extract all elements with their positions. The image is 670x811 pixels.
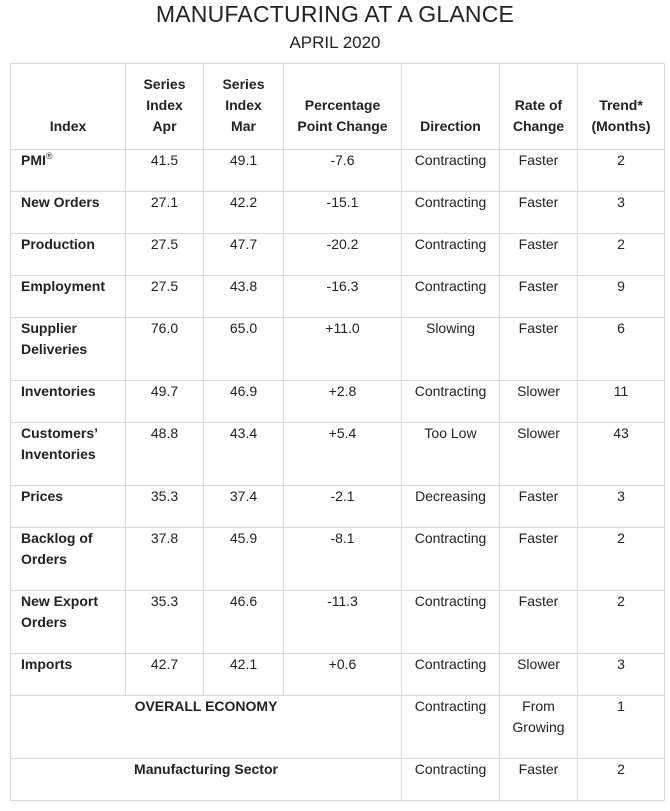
cell-rate-of-change: Slower bbox=[500, 381, 578, 423]
cell-point-change: +2.8 bbox=[284, 381, 402, 423]
cell-series-apr: 41.5 bbox=[126, 150, 204, 192]
cell-series-apr: 37.8 bbox=[126, 528, 204, 591]
cell-series-mar: 47.7 bbox=[204, 234, 284, 276]
cell-series-apr: 27.5 bbox=[126, 276, 204, 318]
cell-series-mar: 65.0 bbox=[204, 318, 284, 381]
cell-series-mar: 42.2 bbox=[204, 192, 284, 234]
cell-trend: 3 bbox=[578, 486, 665, 528]
cell-point-change: +0.6 bbox=[284, 654, 402, 696]
cell-direction: Contracting bbox=[402, 696, 500, 759]
cell-series-apr: 49.7 bbox=[126, 381, 204, 423]
cell-series-mar: 43.8 bbox=[204, 276, 284, 318]
cell-rate-of-change: Faster bbox=[500, 192, 578, 234]
cell-trend: 1 bbox=[578, 696, 665, 759]
cell-series-mar: 49.1 bbox=[204, 150, 284, 192]
cell-point-change: -8.1 bbox=[284, 528, 402, 591]
cell-series-mar: 43.4 bbox=[204, 423, 284, 486]
cell-trend: 43 bbox=[578, 423, 665, 486]
cell-index-name: Prices bbox=[11, 486, 126, 528]
cell-rate-of-change: Slower bbox=[500, 654, 578, 696]
cell-index-name: Customers’ Inventories bbox=[11, 423, 126, 486]
cell-trend: 2 bbox=[578, 759, 665, 801]
table-row-production bbox=[11, 234, 665, 276]
cell-rate-of-change: Faster bbox=[500, 759, 578, 801]
cell-index-name: Imports bbox=[11, 654, 126, 696]
cell-point-change: -2.1 bbox=[284, 486, 402, 528]
cell-series-apr: 76.0 bbox=[126, 318, 204, 381]
cell-index-name: Supplier Deliveries bbox=[11, 318, 126, 381]
header-row bbox=[11, 64, 665, 150]
cell-direction: Too Low bbox=[402, 423, 500, 486]
table-row-supplier-deliveries bbox=[11, 318, 665, 381]
cell-point-change: -16.3 bbox=[284, 276, 402, 318]
table-row-inventories bbox=[11, 381, 665, 423]
cell-trend: 3 bbox=[578, 192, 665, 234]
page-title: MANUFACTURING AT A GLANCE bbox=[155, 1, 515, 27]
cell-series-mar: 37.4 bbox=[204, 486, 284, 528]
cell-series-mar: 42.1 bbox=[204, 654, 284, 696]
cell-direction: Contracting bbox=[402, 150, 500, 192]
cell-point-change: +5.4 bbox=[284, 423, 402, 486]
cell-direction: Contracting bbox=[402, 276, 500, 318]
table-row-employment bbox=[11, 276, 665, 318]
cell-rate-of-change: Faster bbox=[500, 318, 578, 381]
header-rate-of-change: Rate of Change bbox=[500, 64, 578, 150]
cell-trend: 2 bbox=[578, 591, 665, 654]
table-row-new-export-orders bbox=[11, 591, 665, 654]
cell-rate-of-change: From Growing bbox=[500, 696, 578, 759]
cell-summary-name: Manufacturing Sector bbox=[11, 759, 402, 801]
cell-trend: 2 bbox=[578, 528, 665, 591]
table-body bbox=[11, 150, 665, 801]
registered-mark: ® bbox=[45, 151, 53, 161]
cell-series-apr: 35.3 bbox=[126, 591, 204, 654]
cell-trend: 11 bbox=[578, 381, 665, 423]
cell-index-name: PMI® bbox=[11, 150, 126, 192]
cell-direction: Decreasing bbox=[402, 486, 500, 528]
cell-direction: Slowing bbox=[402, 318, 500, 381]
cell-rate-of-change: Slower bbox=[500, 423, 578, 486]
cell-trend: 2 bbox=[578, 234, 665, 276]
table-row-new-orders bbox=[11, 192, 665, 234]
cell-trend: 3 bbox=[578, 654, 665, 696]
cell-point-change: -11.3 bbox=[284, 591, 402, 654]
cell-series-apr: 42.7 bbox=[126, 654, 204, 696]
table-row-prices bbox=[11, 486, 665, 528]
cell-trend: 2 bbox=[578, 150, 665, 192]
cell-point-change: -15.1 bbox=[284, 192, 402, 234]
page-subtitle: APRIL 2020 bbox=[289, 33, 381, 52]
cell-series-mar: 46.6 bbox=[204, 591, 284, 654]
summary-row-overall-economy bbox=[11, 696, 665, 759]
cell-index-name: Employment bbox=[11, 276, 126, 318]
cell-direction: Contracting bbox=[402, 381, 500, 423]
table-row-imports bbox=[11, 654, 665, 696]
cell-index-name: New Orders bbox=[11, 192, 126, 234]
cell-trend: 9 bbox=[578, 276, 665, 318]
cell-index-name: New Export Orders bbox=[11, 591, 126, 654]
cell-rate-of-change: Faster bbox=[500, 528, 578, 591]
cell-direction: Contracting bbox=[402, 528, 500, 591]
cell-rate-of-change: Faster bbox=[500, 591, 578, 654]
cell-direction: Contracting bbox=[402, 654, 500, 696]
cell-rate-of-change: Faster bbox=[500, 234, 578, 276]
header-index: Index bbox=[11, 64, 126, 150]
header-series-mar: Series Index Mar bbox=[204, 64, 284, 150]
cell-series-apr: 35.3 bbox=[126, 486, 204, 528]
header-point-change: Percentage Point Change bbox=[284, 64, 402, 150]
cell-point-change: -20.2 bbox=[284, 234, 402, 276]
cell-direction: Contracting bbox=[402, 759, 500, 801]
table-row-customers-inventories bbox=[11, 423, 665, 486]
cell-point-change: +11.0 bbox=[284, 318, 402, 381]
cell-index-name: Inventories bbox=[11, 381, 126, 423]
table-row-pmi bbox=[11, 150, 665, 192]
cell-series-apr: 27.1 bbox=[126, 192, 204, 234]
cell-rate-of-change: Faster bbox=[500, 150, 578, 192]
table-row-backlog-of-orders bbox=[11, 528, 665, 591]
cell-index-name: Production bbox=[11, 234, 126, 276]
cell-direction: Contracting bbox=[402, 591, 500, 654]
header-trend: Trend* (Months) bbox=[578, 64, 665, 150]
header-direction: Direction bbox=[402, 64, 500, 150]
summary-row-manufacturing-sector bbox=[11, 759, 665, 801]
cell-rate-of-change: Faster bbox=[500, 486, 578, 528]
cell-summary-name: OVERALL ECONOMY bbox=[11, 696, 402, 759]
manufacturing-table bbox=[10, 63, 665, 801]
cell-direction: Contracting bbox=[402, 234, 500, 276]
cell-direction: Contracting bbox=[402, 192, 500, 234]
cell-index-name: Backlog of Orders bbox=[11, 528, 126, 591]
cell-series-apr: 27.5 bbox=[126, 234, 204, 276]
cell-series-mar: 46.9 bbox=[204, 381, 284, 423]
cell-rate-of-change: Faster bbox=[500, 276, 578, 318]
cell-trend: 6 bbox=[578, 318, 665, 381]
cell-series-apr: 48.8 bbox=[126, 423, 204, 486]
header-series-apr: Series Index Apr bbox=[126, 64, 204, 150]
cell-series-mar: 45.9 bbox=[204, 528, 284, 591]
cell-point-change: -7.6 bbox=[284, 150, 402, 192]
